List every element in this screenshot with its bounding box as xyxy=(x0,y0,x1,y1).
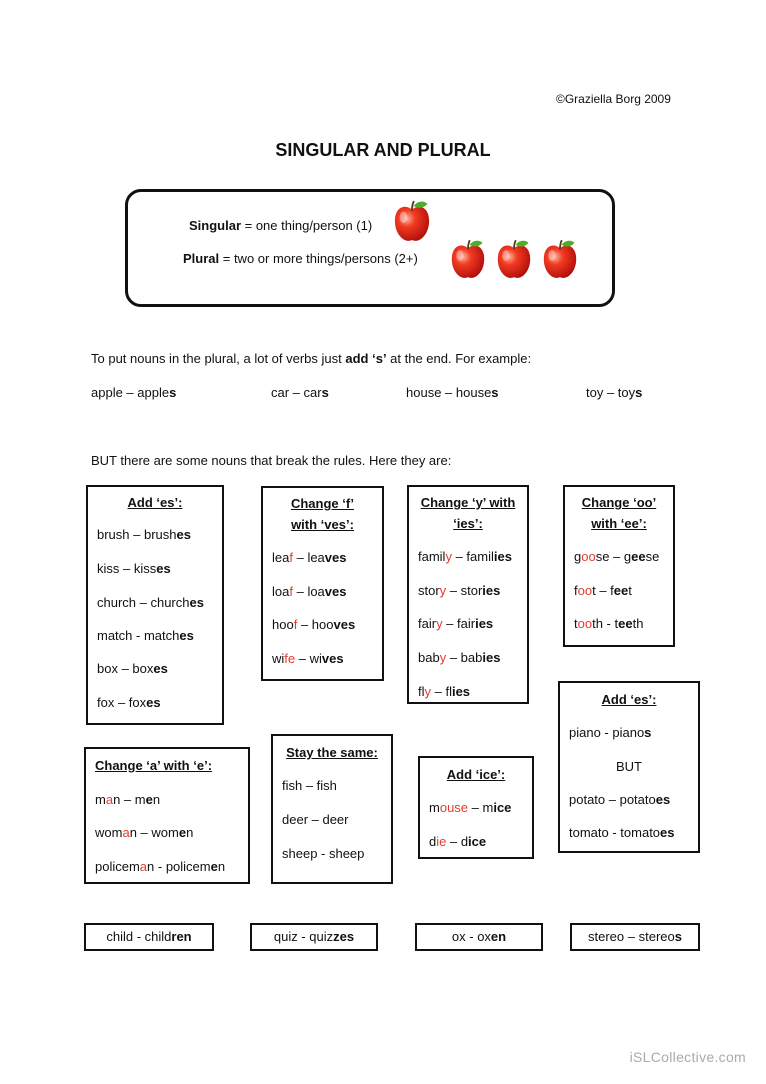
rule-box-add-ice xyxy=(418,756,534,859)
footer-watermark: iSLCollective.com xyxy=(629,1049,746,1065)
list-item: loaf – loaves xyxy=(272,584,347,599)
list-item: story – stories xyxy=(418,583,501,598)
irregular-ox: ox - oxen xyxy=(415,923,543,951)
rule-box-header: Add ‘ice’: xyxy=(446,767,506,782)
example-item: car – cars xyxy=(271,385,329,400)
example-item: house – houses xyxy=(406,385,499,400)
list-item: sheep - sheep xyxy=(282,846,365,861)
apple-icon xyxy=(542,238,578,282)
singular-definition xyxy=(189,218,372,233)
list-item: deer – deer xyxy=(282,812,349,827)
list-item: goose – geese xyxy=(574,549,660,564)
intro-text xyxy=(91,351,531,366)
page-title: SINGULAR AND PLURAL xyxy=(275,140,491,160)
list-item: church – churches xyxy=(97,595,204,610)
intro-bold: add ‘s’ xyxy=(345,351,387,366)
singular-term: Singular xyxy=(189,218,242,233)
rule-box-change-oo xyxy=(563,485,675,647)
rule-box-header: Add ‘es’: xyxy=(601,692,657,707)
list-item: fairy – fairies xyxy=(418,616,494,631)
list-item: brush – brushes xyxy=(97,527,191,542)
definition-box xyxy=(125,189,615,307)
copyright: ©Graziella Borg 2009 xyxy=(556,92,671,106)
list-item: hoof – hooves xyxy=(272,617,356,632)
list-item: potato – potatoes xyxy=(569,792,671,807)
rule-box-change-f xyxy=(261,486,384,681)
list-item: tomato - tomatoes xyxy=(569,825,675,840)
list-item: family – families xyxy=(418,549,512,564)
rule-box-header: Add ‘es’: xyxy=(127,495,183,510)
intro-after: at the end. For example: xyxy=(386,351,532,366)
rule-box-header: Change ‘a’ with ‘e’: xyxy=(95,758,213,773)
rule-box-header: Change ‘y’ with ‘ies’: xyxy=(420,495,516,531)
list-item: leaf – leaves xyxy=(272,550,347,565)
list-item: man – men xyxy=(95,792,161,807)
list-item: match - matches xyxy=(97,628,194,643)
rule-box-stay-same xyxy=(271,734,393,884)
apple-icon xyxy=(393,200,431,244)
irregular-stereo: stereo – stereos xyxy=(570,923,700,951)
list-item: fish – fish xyxy=(282,778,337,793)
list-item: mouse – mice xyxy=(429,800,512,815)
example-item: toy – toys xyxy=(586,385,643,400)
list-item: tooth - teeth xyxy=(574,616,644,631)
list-item: kiss – kisses xyxy=(97,561,171,576)
irregular-quiz: quiz - quizzes xyxy=(250,923,378,951)
rule-box-change-a xyxy=(84,747,250,884)
plural-definition xyxy=(183,251,418,266)
irregular-child: child - children xyxy=(84,923,214,951)
list-item: piano - pianos xyxy=(569,725,652,740)
intro-before: To put nouns in the plural, a lot of verbs just xyxy=(91,351,346,366)
list-item: box – boxes xyxy=(97,661,168,676)
list-item: fox – foxes xyxy=(97,695,161,710)
list-item: die – dice xyxy=(429,834,487,849)
example-item: apple – apples xyxy=(91,385,177,400)
list-item: woman – women xyxy=(95,825,194,840)
rule-box-add-es-2 xyxy=(558,681,700,853)
plural-term: Plural xyxy=(183,251,220,266)
list-item: wife – wives xyxy=(272,651,344,666)
singular-text: = one thing/person (1) xyxy=(241,218,373,233)
list-item: baby – babies xyxy=(418,650,501,665)
list-item: fly – flies xyxy=(418,684,471,699)
rule-box-header: Change ‘f’ with ‘ves’: xyxy=(290,496,355,532)
plural-text: = two or more things/persons (2+) xyxy=(219,251,418,266)
rule-box-header: Change ‘oo’ with ‘ee’: xyxy=(581,495,657,531)
list-item: policeman - policemen xyxy=(95,859,226,874)
rule-box-add-es xyxy=(86,485,224,725)
list-item: foot – feet xyxy=(574,583,632,598)
rule-box-header: Stay the same: xyxy=(286,745,378,760)
list-item: BUT xyxy=(616,759,642,774)
apple-icon xyxy=(496,238,532,282)
rule-box-change-y xyxy=(407,485,529,704)
apple-icon xyxy=(450,238,486,282)
rules-intro-text: BUT there are some nouns that break the rules. Here they are: xyxy=(91,453,452,468)
